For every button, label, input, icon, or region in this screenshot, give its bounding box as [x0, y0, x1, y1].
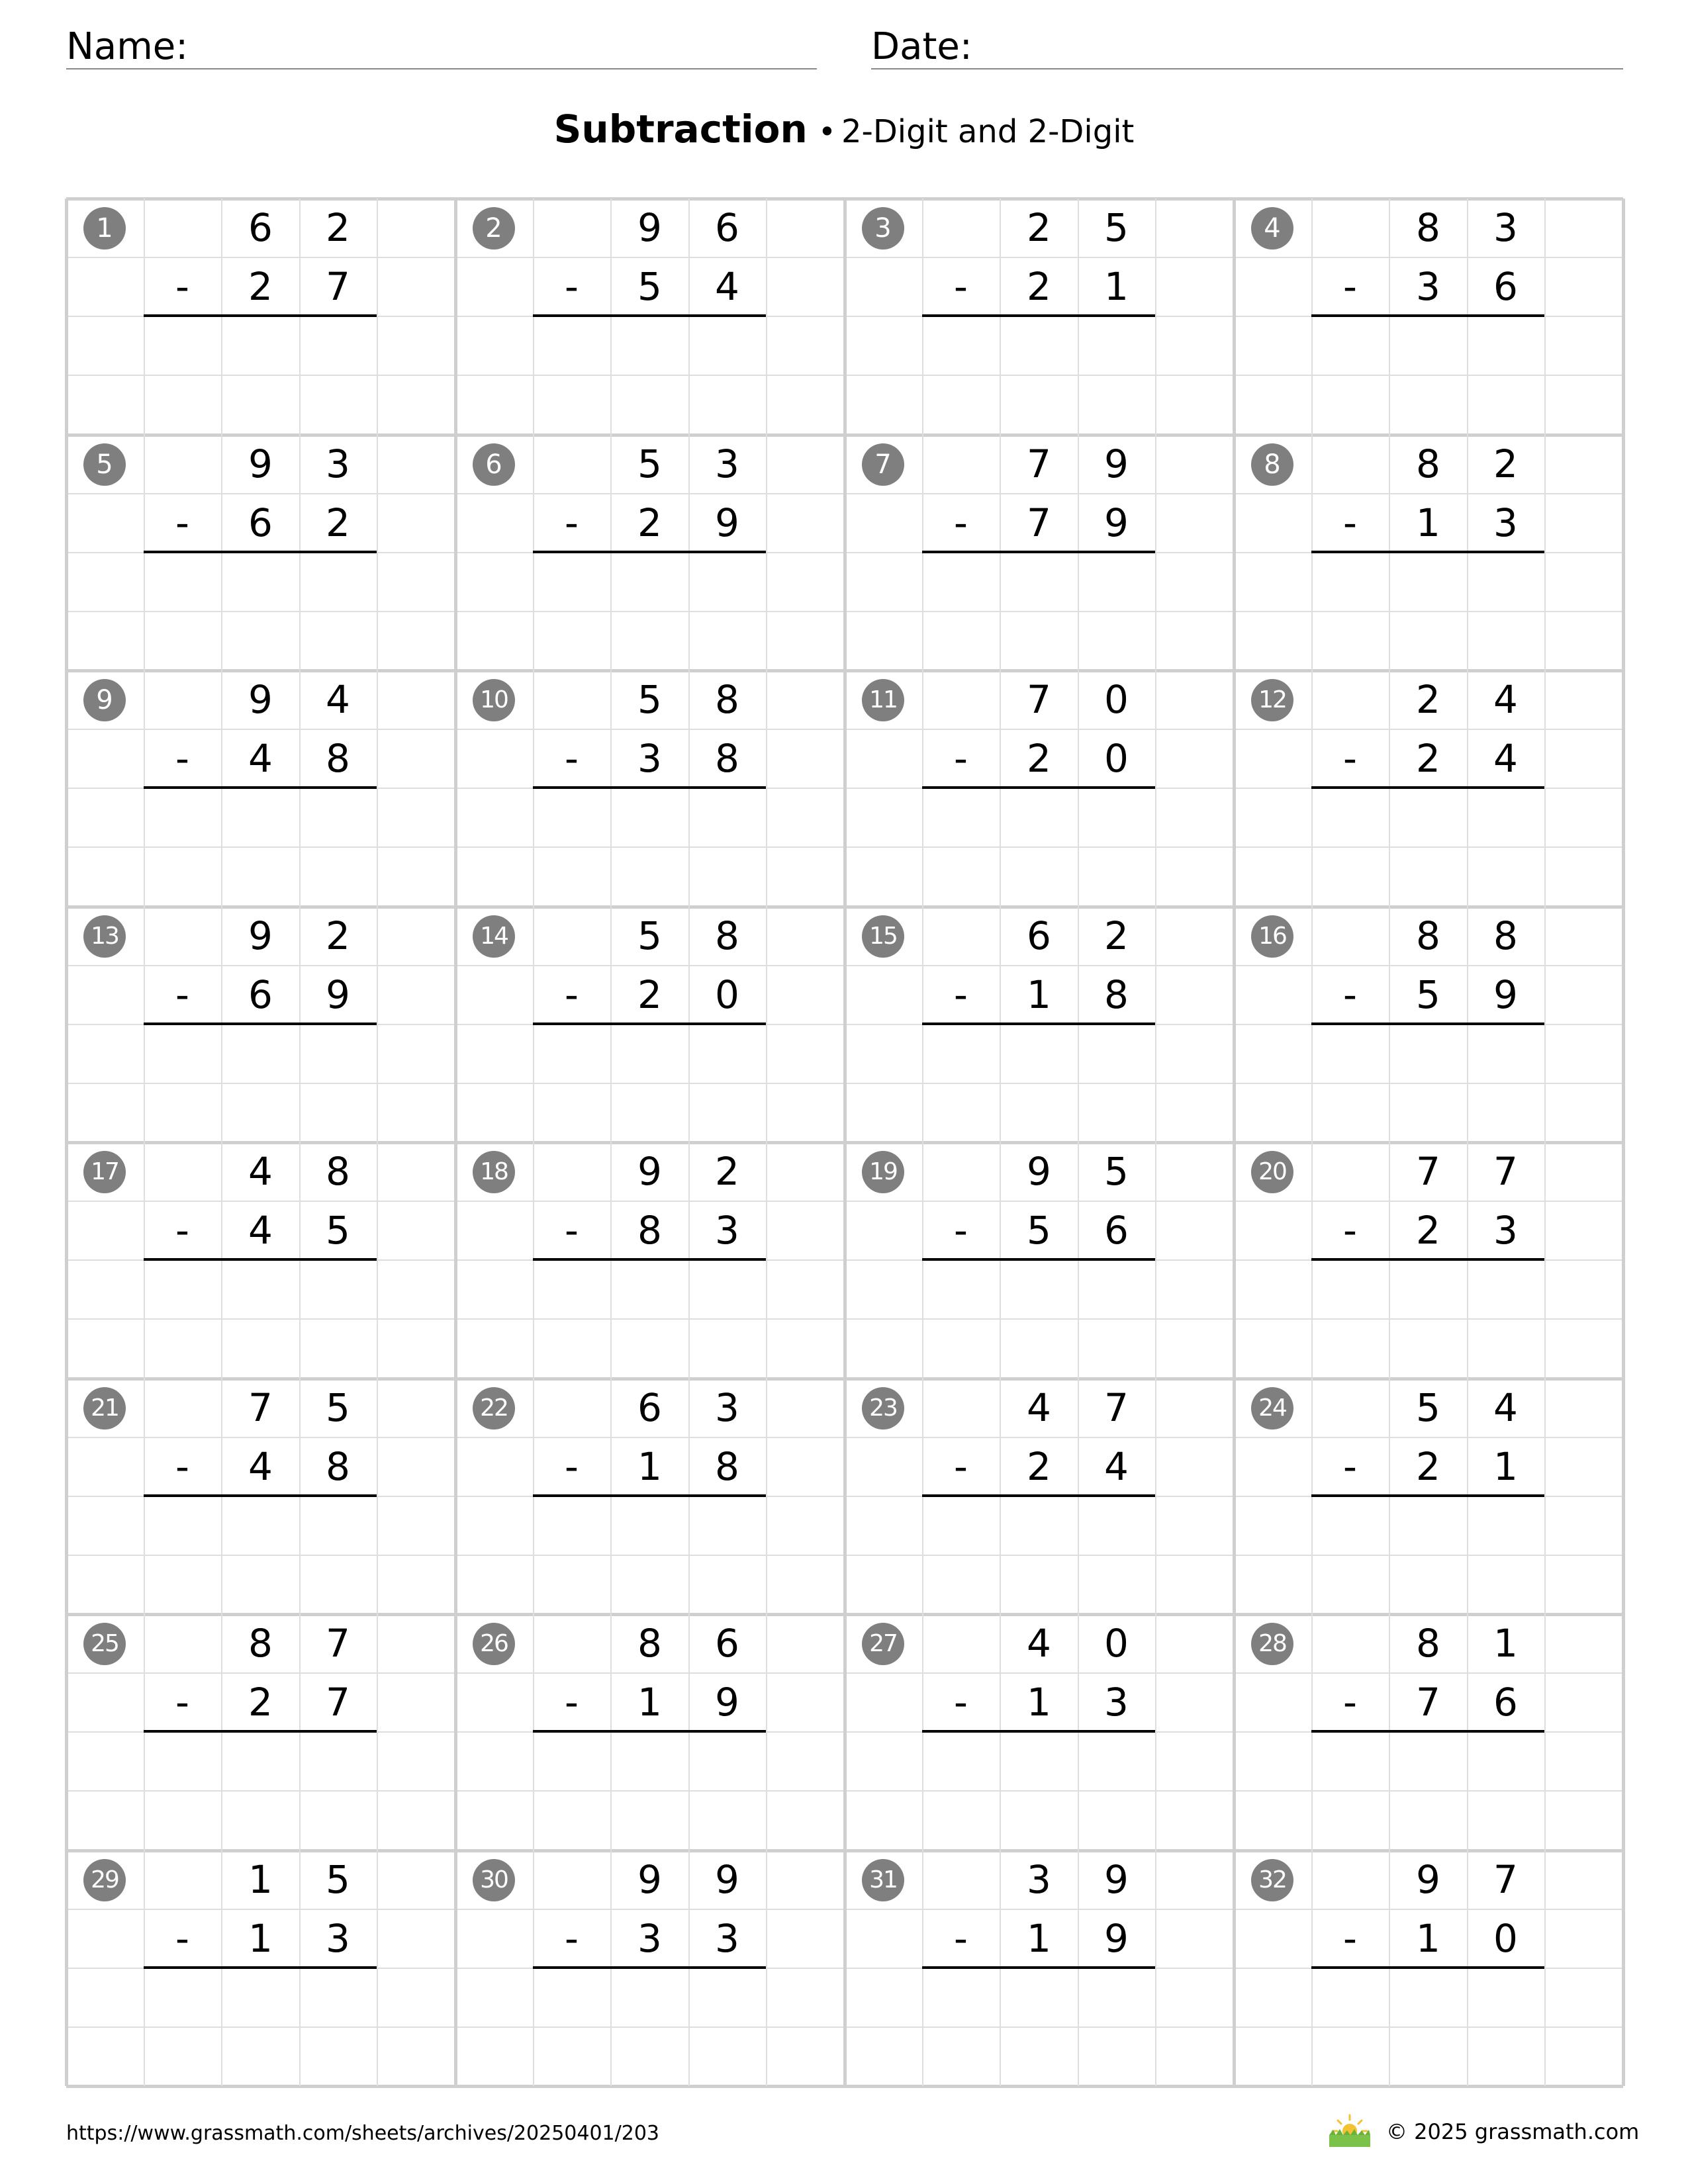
- answer-line: [533, 1494, 766, 1497]
- subtrahend-tens-digit: 7: [1416, 1680, 1440, 1725]
- subtrahend-tens-digit: 1: [1027, 972, 1051, 1017]
- answer-line: [144, 1023, 377, 1025]
- minuend-ones-digit: 9: [1104, 441, 1129, 486]
- subtrahend-tens-digit: 1: [637, 1680, 662, 1725]
- minuend-ones-digit: 5: [326, 1385, 350, 1430]
- answer-line: [533, 1966, 766, 1969]
- answer-line: [533, 551, 766, 553]
- subtrahend-tens-digit: 2: [1416, 1443, 1440, 1489]
- problem-22: [455, 1379, 845, 1614]
- subtrahend-ones-digit: 0: [715, 972, 739, 1017]
- problem-27: [845, 1614, 1234, 1850]
- minus-sign: -: [175, 1443, 189, 1489]
- problem-20: [1234, 1142, 1623, 1378]
- minus-sign: -: [954, 500, 968, 545]
- subtrahend-ones-digit: 8: [715, 736, 739, 781]
- minuend-ones-digit: 0: [1104, 677, 1129, 722]
- subtrahend-tens-digit: 1: [1416, 1915, 1440, 1961]
- minuend-tens-digit: 7: [1416, 1149, 1440, 1194]
- subtrahend-ones-digit: 3: [715, 1208, 739, 1253]
- grass-sun-logo-icon: [1327, 2111, 1373, 2148]
- problem-number-badge: 24: [1251, 1387, 1293, 1430]
- problem-number-badge: 22: [473, 1387, 515, 1430]
- minuend-tens-digit: 5: [637, 677, 662, 722]
- minus-sign: -: [954, 972, 968, 1017]
- problem-grid: [66, 199, 1623, 2086]
- problem-6: [455, 435, 845, 670]
- problem-14: [455, 907, 845, 1142]
- problem-number-badge: 27: [862, 1623, 904, 1665]
- footer-url: https://www.grassmath.com/sheets/archives/20250401/203: [66, 2122, 660, 2145]
- title-separator: •: [818, 114, 836, 150]
- answer-line: [144, 1494, 377, 1497]
- subtrahend-tens-digit: 2: [248, 1680, 273, 1725]
- subtrahend-tens-digit: 2: [637, 972, 662, 1017]
- minuend-ones-digit: 4: [326, 677, 350, 722]
- minuend-ones-digit: 3: [326, 441, 350, 486]
- problem-number-badge: 7: [862, 443, 904, 486]
- answer-line: [1311, 1966, 1544, 1969]
- minus-sign: -: [954, 264, 968, 309]
- problem-15: [845, 907, 1234, 1142]
- minuend-tens-digit: 3: [1027, 1856, 1051, 1902]
- minuend-tens-digit: 4: [1027, 1621, 1051, 1666]
- subtrahend-tens-digit: 6: [248, 500, 273, 545]
- problem-24: [1234, 1379, 1623, 1614]
- problem-number-badge: 18: [473, 1151, 515, 1193]
- answer-line: [533, 1258, 766, 1261]
- subtrahend-tens-digit: 2: [1027, 264, 1051, 309]
- minuend-tens-digit: 8: [248, 1621, 273, 1666]
- subtrahend-tens-digit: 2: [248, 264, 273, 309]
- problem-29: [66, 1850, 455, 2086]
- answer-line: [533, 1023, 766, 1025]
- minus-sign: -: [565, 264, 579, 309]
- problem-number-badge: 19: [862, 1151, 904, 1193]
- subtrahend-tens-digit: 4: [248, 736, 273, 781]
- subtrahend-tens-digit: 1: [1416, 500, 1440, 545]
- problem-32: [1234, 1850, 1623, 2086]
- minuend-ones-digit: 2: [326, 205, 350, 250]
- answer-line: [144, 1966, 377, 1969]
- problem-number-badge: 26: [473, 1623, 515, 1665]
- minuend-ones-digit: 9: [1104, 1856, 1129, 1902]
- subtrahend-ones-digit: 1: [1104, 264, 1129, 309]
- answer-line: [922, 1023, 1155, 1025]
- problem-number-badge: 10: [473, 679, 515, 721]
- problem-number-badge: 15: [862, 915, 904, 958]
- minuend-ones-digit: 8: [1493, 913, 1518, 958]
- minuend-tens-digit: 7: [1027, 441, 1051, 486]
- footer-copyright: © 2025 grassmath.com: [1386, 2119, 1640, 2144]
- answer-line: [1311, 1023, 1544, 1025]
- answer-line: [144, 1258, 377, 1261]
- problem-number-badge: 21: [83, 1387, 126, 1430]
- minuend-ones-digit: 2: [326, 913, 350, 958]
- subtrahend-tens-digit: 1: [637, 1443, 662, 1489]
- minuend-tens-digit: 4: [1027, 1385, 1051, 1430]
- answer-line: [1311, 314, 1544, 317]
- minuend-ones-digit: 7: [1104, 1385, 1129, 1430]
- answer-line: [144, 551, 377, 553]
- minuend-ones-digit: 5: [1104, 1149, 1129, 1194]
- problem-18: [455, 1142, 845, 1378]
- problem-4: [1234, 199, 1623, 434]
- problem-25: [66, 1614, 455, 1850]
- minus-sign: -: [175, 1915, 189, 1961]
- subtrahend-ones-digit: 1: [1493, 1443, 1518, 1489]
- subtrahend-tens-digit: 8: [637, 1208, 662, 1253]
- problem-7: [845, 435, 1234, 670]
- minuend-ones-digit: 7: [1493, 1149, 1518, 1194]
- minus-sign: -: [1343, 500, 1357, 545]
- answer-line: [1311, 1494, 1544, 1497]
- problem-12: [1234, 670, 1623, 906]
- minus-sign: -: [175, 500, 189, 545]
- subtrahend-tens-digit: 6: [248, 972, 273, 1017]
- subtrahend-tens-digit: 5: [637, 264, 662, 309]
- answer-line: [922, 551, 1155, 553]
- minuend-tens-digit: 5: [1416, 1385, 1440, 1430]
- subtrahend-ones-digit: 8: [326, 1443, 350, 1489]
- problem-number-badge: 11: [862, 679, 904, 721]
- minuend-tens-digit: 7: [248, 1385, 273, 1430]
- minuend-tens-digit: 8: [1416, 1621, 1440, 1666]
- minus-sign: -: [1343, 1680, 1357, 1725]
- answer-line: [922, 1494, 1155, 1497]
- problem-number-badge: 8: [1251, 443, 1293, 486]
- minus-sign: -: [175, 736, 189, 781]
- answer-line: [144, 786, 377, 789]
- subtrahend-ones-digit: 0: [1104, 736, 1129, 781]
- minuend-tens-digit: 2: [1416, 677, 1440, 722]
- answer-line: [1311, 1730, 1544, 1733]
- date-line: [871, 68, 1623, 69]
- problem-11: [845, 670, 1234, 906]
- problem-3: [845, 199, 1234, 434]
- problem-31: [845, 1850, 1234, 2086]
- subtrahend-tens-digit: 5: [1027, 1208, 1051, 1253]
- answer-line: [922, 1258, 1155, 1261]
- minuend-tens-digit: 1: [248, 1856, 273, 1902]
- minus-sign: -: [1343, 1208, 1357, 1253]
- minuend-ones-digit: 2: [1104, 913, 1129, 958]
- minuend-tens-digit: 9: [637, 205, 662, 250]
- subtrahend-tens-digit: 3: [1416, 264, 1440, 309]
- problem-9: [66, 670, 455, 906]
- problem-number-badge: 20: [1251, 1151, 1293, 1193]
- problem-number-badge: 12: [1251, 679, 1293, 721]
- problem-16: [1234, 907, 1623, 1142]
- minuend-ones-digit: 9: [715, 1856, 739, 1902]
- subtrahend-tens-digit: 2: [1416, 1208, 1440, 1253]
- minuend-ones-digit: 3: [715, 1385, 739, 1430]
- minuend-tens-digit: 9: [637, 1856, 662, 1902]
- answer-line: [533, 1730, 766, 1733]
- minuend-tens-digit: 7: [1027, 677, 1051, 722]
- answer-line: [1311, 551, 1544, 553]
- subtrahend-ones-digit: 3: [715, 1915, 739, 1961]
- minuend-ones-digit: 8: [715, 913, 739, 958]
- minuend-ones-digit: 3: [1493, 205, 1518, 250]
- name-line: [66, 68, 817, 69]
- answer-line: [533, 314, 766, 317]
- problem-number-badge: 3: [862, 207, 904, 250]
- minus-sign: -: [1343, 1443, 1357, 1489]
- subtrahend-tens-digit: 7: [1027, 500, 1051, 545]
- minuend-tens-digit: 4: [248, 1149, 273, 1194]
- problem-number-badge: 25: [83, 1623, 126, 1665]
- title-main: Subtraction: [553, 107, 808, 152]
- worksheet-title: [0, 106, 1688, 162]
- minuend-tens-digit: 5: [637, 913, 662, 958]
- subtrahend-tens-digit: 3: [637, 736, 662, 781]
- minuend-tens-digit: 8: [1416, 441, 1440, 486]
- minus-sign: -: [175, 1680, 189, 1725]
- minus-sign: -: [1343, 1915, 1357, 1961]
- minuend-tens-digit: 8: [637, 1621, 662, 1666]
- subtrahend-ones-digit: 8: [1104, 972, 1129, 1017]
- problem-8: [1234, 435, 1623, 670]
- problem-number-badge: 29: [83, 1859, 126, 1901]
- subtrahend-tens-digit: 3: [637, 1915, 662, 1961]
- problem-17: [66, 1142, 455, 1378]
- problem-30: [455, 1850, 845, 2086]
- problem-number-badge: 31: [862, 1859, 904, 1901]
- name-label: Name:: [66, 25, 189, 68]
- subtrahend-ones-digit: 9: [1493, 972, 1518, 1017]
- minuend-ones-digit: 6: [715, 205, 739, 250]
- subtrahend-ones-digit: 7: [326, 1680, 350, 1725]
- date-label: Date:: [871, 25, 972, 68]
- minus-sign: -: [1343, 736, 1357, 781]
- subtrahend-tens-digit: 2: [1027, 736, 1051, 781]
- subtrahend-ones-digit: 8: [715, 1443, 739, 1489]
- minuend-ones-digit: 2: [1493, 441, 1518, 486]
- problem-2: [455, 199, 845, 434]
- problem-number-badge: 14: [473, 915, 515, 958]
- answer-line: [144, 1730, 377, 1733]
- minus-sign: -: [565, 736, 579, 781]
- problem-number-badge: 4: [1251, 207, 1293, 250]
- minuend-ones-digit: 2: [715, 1149, 739, 1194]
- minus-sign: -: [954, 736, 968, 781]
- subtrahend-ones-digit: 9: [1104, 1915, 1129, 1961]
- subtrahend-tens-digit: 1: [248, 1915, 273, 1961]
- problem-number-badge: 32: [1251, 1859, 1293, 1901]
- answer-line: [922, 314, 1155, 317]
- subtrahend-ones-digit: 6: [1493, 264, 1518, 309]
- problem-13: [66, 907, 455, 1142]
- minuend-ones-digit: 7: [1493, 1856, 1518, 1902]
- minus-sign: -: [565, 1443, 579, 1489]
- answer-line: [144, 314, 377, 317]
- minus-sign: -: [954, 1915, 968, 1961]
- minuend-ones-digit: 4: [1493, 677, 1518, 722]
- subtrahend-tens-digit: 1: [1027, 1915, 1051, 1961]
- minuend-ones-digit: 4: [1493, 1385, 1518, 1430]
- subtrahend-ones-digit: 4: [715, 264, 739, 309]
- problem-number-badge: 6: [473, 443, 515, 486]
- minuend-tens-digit: 5: [637, 441, 662, 486]
- minuend-tens-digit: 6: [637, 1385, 662, 1430]
- problem-number-badge: 16: [1251, 915, 1293, 958]
- subtrahend-ones-digit: 8: [326, 736, 350, 781]
- subtrahend-ones-digit: 9: [715, 1680, 739, 1725]
- subtrahend-ones-digit: 6: [1493, 1680, 1518, 1725]
- minuend-ones-digit: 5: [1104, 205, 1129, 250]
- problem-number-badge: 5: [83, 443, 126, 486]
- subtrahend-ones-digit: 4: [1104, 1443, 1129, 1489]
- subtrahend-ones-digit: 9: [715, 500, 739, 545]
- minuend-tens-digit: 9: [637, 1149, 662, 1194]
- minuend-ones-digit: 7: [326, 1621, 350, 1666]
- subtrahend-tens-digit: 2: [637, 500, 662, 545]
- subtrahend-ones-digit: 0: [1493, 1915, 1518, 1961]
- subtrahend-tens-digit: 2: [1416, 736, 1440, 781]
- minuend-ones-digit: 1: [1493, 1621, 1518, 1666]
- minuend-tens-digit: 6: [1027, 913, 1051, 958]
- answer-line: [922, 1966, 1155, 1969]
- subtrahend-tens-digit: 5: [1416, 972, 1440, 1017]
- subtrahend-ones-digit: 7: [326, 264, 350, 309]
- subtrahend-ones-digit: 9: [1104, 500, 1129, 545]
- answer-line: [533, 786, 766, 789]
- minus-sign: -: [954, 1443, 968, 1489]
- minus-sign: -: [1343, 264, 1357, 309]
- minuend-tens-digit: 6: [248, 205, 273, 250]
- problem-number-badge: 28: [1251, 1623, 1293, 1665]
- problem-26: [455, 1614, 845, 1850]
- subtrahend-ones-digit: 5: [326, 1208, 350, 1253]
- problem-1: [66, 199, 455, 434]
- subtrahend-ones-digit: 3: [1493, 500, 1518, 545]
- minuend-ones-digit: 0: [1104, 1621, 1129, 1666]
- subtrahend-ones-digit: 2: [326, 500, 350, 545]
- answer-line: [1311, 786, 1544, 789]
- minus-sign: -: [954, 1208, 968, 1253]
- minuend-ones-digit: 8: [326, 1149, 350, 1194]
- problem-number-badge: 1: [83, 207, 126, 250]
- subtrahend-ones-digit: 9: [326, 972, 350, 1017]
- minuend-ones-digit: 3: [715, 441, 739, 486]
- minuend-ones-digit: 6: [715, 1621, 739, 1666]
- problem-number-badge: 9: [83, 679, 126, 721]
- minus-sign: -: [565, 1680, 579, 1725]
- minuend-tens-digit: 8: [1416, 205, 1440, 250]
- minus-sign: -: [1343, 972, 1357, 1017]
- subtrahend-ones-digit: 3: [326, 1915, 350, 1961]
- minus-sign: -: [565, 972, 579, 1017]
- minus-sign: -: [175, 264, 189, 309]
- problem-19: [845, 1142, 1234, 1378]
- minus-sign: -: [565, 500, 579, 545]
- problem-number-badge: 17: [83, 1151, 126, 1193]
- problem-21: [66, 1379, 455, 1614]
- subtrahend-ones-digit: 3: [1104, 1680, 1129, 1725]
- minus-sign: -: [565, 1208, 579, 1253]
- subtrahend-tens-digit: 4: [248, 1443, 273, 1489]
- problem-10: [455, 670, 845, 906]
- minuend-ones-digit: 8: [715, 677, 739, 722]
- subtrahend-ones-digit: 4: [1493, 736, 1518, 781]
- minus-sign: -: [565, 1915, 579, 1961]
- minus-sign: -: [954, 1680, 968, 1725]
- minuend-tens-digit: 9: [248, 677, 273, 722]
- minuend-ones-digit: 5: [326, 1856, 350, 1902]
- title-subtitle: 2-Digit and 2-Digit: [841, 113, 1135, 150]
- answer-line: [1311, 1258, 1544, 1261]
- answer-line: [922, 1730, 1155, 1733]
- subtrahend-tens-digit: 1: [1027, 1680, 1051, 1725]
- problem-5: [66, 435, 455, 670]
- problem-number-badge: 2: [473, 207, 515, 250]
- minuend-tens-digit: 9: [248, 913, 273, 958]
- minuend-tens-digit: 8: [1416, 913, 1440, 958]
- minus-sign: -: [175, 1208, 189, 1253]
- minuend-tens-digit: 9: [1027, 1149, 1051, 1194]
- problem-number-badge: 13: [83, 915, 126, 958]
- minuend-tens-digit: 9: [1416, 1856, 1440, 1902]
- problem-number-badge: 23: [862, 1387, 904, 1430]
- minus-sign: -: [175, 972, 189, 1017]
- problem-number-badge: 30: [473, 1859, 515, 1901]
- subtrahend-ones-digit: 3: [1493, 1208, 1518, 1253]
- subtrahend-tens-digit: 2: [1027, 1443, 1051, 1489]
- problem-23: [845, 1379, 1234, 1614]
- minuend-tens-digit: 2: [1027, 205, 1051, 250]
- minuend-tens-digit: 9: [248, 441, 273, 486]
- answer-line: [922, 786, 1155, 789]
- subtrahend-tens-digit: 4: [248, 1208, 273, 1253]
- subtrahend-ones-digit: 6: [1104, 1208, 1129, 1253]
- problem-28: [1234, 1614, 1623, 1850]
